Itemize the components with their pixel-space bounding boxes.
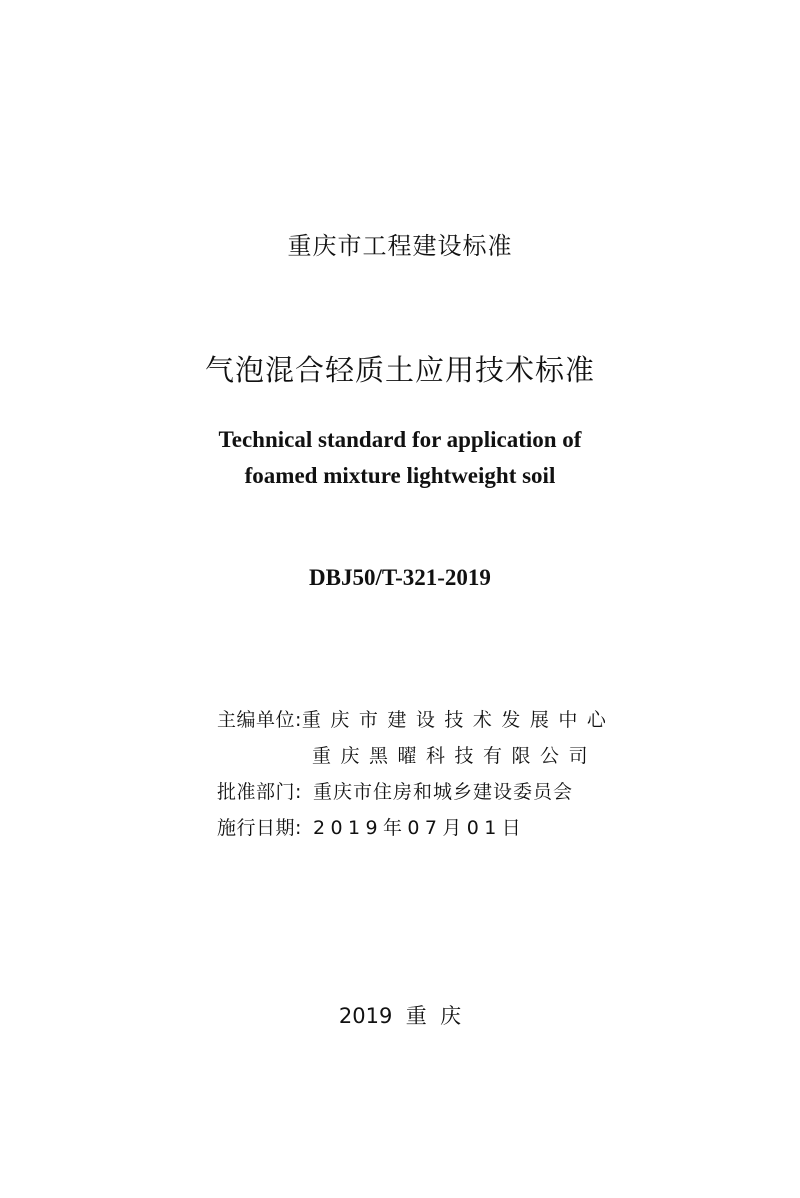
editor-2: 重庆黑曜科技有限公司 [311, 745, 597, 767]
editor-row-2 [217, 738, 597, 774]
editor-row-1 [217, 702, 616, 738]
approval-row [217, 774, 597, 810]
editor-1: 重庆市建设技术发展中心 [301, 709, 616, 731]
publication-info [217, 702, 616, 846]
editor-label-spacer [217, 738, 312, 774]
publication-year-place: 2019 重 庆 [338, 1004, 462, 1028]
series-title: 重庆市工程建设标准 [287, 232, 513, 260]
editor-label: 主编单位: [217, 709, 302, 731]
approval-value: 重庆市住房和城乡建设委员会 [313, 781, 574, 803]
date-label: 施行日期: [217, 817, 302, 839]
approval-label: 批准部门: [217, 781, 302, 803]
effective-date: 2019年07月01日 [313, 817, 527, 839]
date-row [217, 810, 597, 846]
chinese-title: 气泡混合轻质土应用技术标准 [204, 353, 595, 387]
english-title-line-2: foamed mixture lightweight soil [244, 463, 556, 488]
standard-code: DBJ50/T-321-2019 [309, 565, 491, 590]
english-title [0, 422, 800, 494]
english-title-line-1: Technical standard for application of [218, 427, 582, 452]
